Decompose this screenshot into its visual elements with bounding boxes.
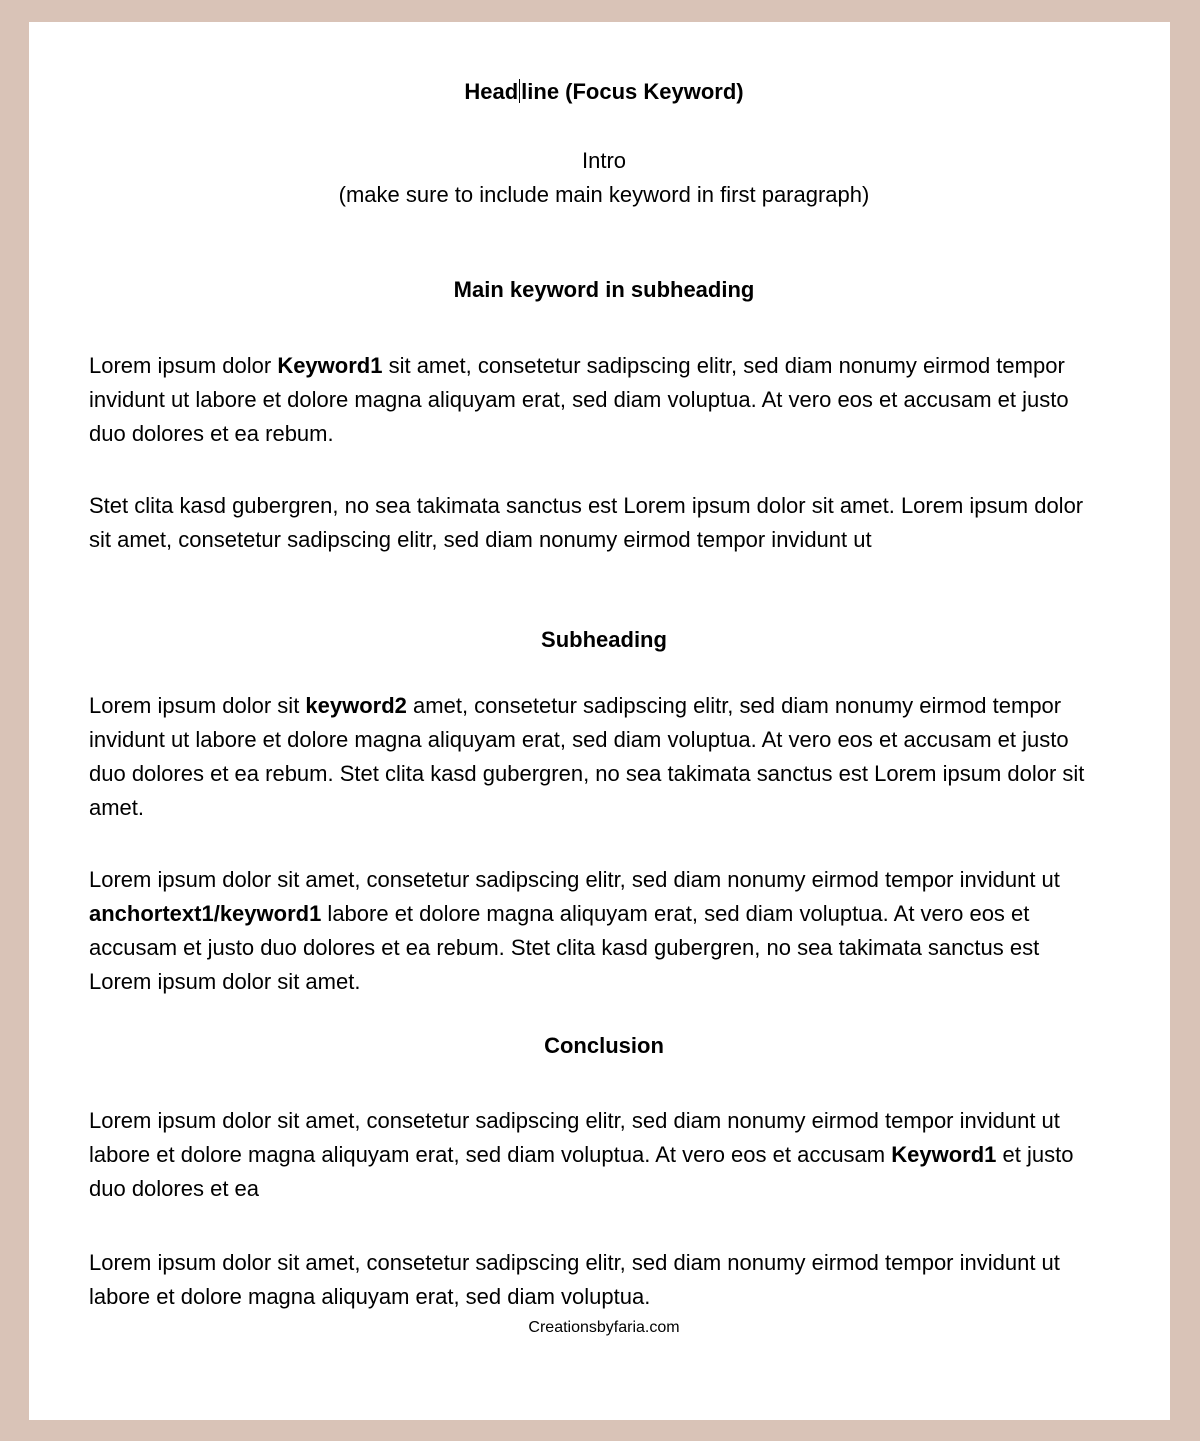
paragraph-2: Stet clita kasd gubergren, no sea takimata sanctus est Lorem ipsum dolor sit amet. Lorem ipsum dolor sit amet, consetetur sadipscing elitr, sed diam nonumy eirmod tempor invidunt ut bbox=[89, 493, 1084, 552]
paragraph-1 bbox=[89, 349, 1089, 451]
keyword-1-conclusion: Keyword1 bbox=[891, 1142, 997, 1167]
keyword-1: Keyword1 bbox=[277, 353, 383, 378]
subheading-conclusion: Conclusion bbox=[544, 1033, 664, 1058]
paragraph-5 bbox=[89, 1104, 1089, 1206]
keyword-2: keyword2 bbox=[305, 693, 407, 718]
paragraph-6: Lorem ipsum dolor sit amet, consetetur sadipscing elitr, sed diam nonumy eirmod tempor invidunt ut labore et dolore magna aliquyam erat, sed diam voluptua. bbox=[89, 1250, 1060, 1309]
paragraph-5-text-b: et justo duo dolores et ea bbox=[89, 1142, 1074, 1201]
footer-credit: Creationsbyfaria.com bbox=[528, 1319, 680, 1336]
paragraph-3-text-a: Lorem ipsum dolor sit bbox=[89, 693, 306, 718]
anchor-text-keyword: anchortext1/keyword1 bbox=[89, 901, 322, 926]
intro-title: Intro bbox=[581, 148, 627, 173]
subheading-main-keyword: Main keyword in subheading bbox=[453, 277, 755, 302]
text-cursor bbox=[519, 79, 520, 103]
document-sheet bbox=[29, 22, 1170, 1420]
paragraph-1-text-a: Lorem ipsum dolor bbox=[89, 353, 278, 378]
paragraph-5-text-a: Lorem ipsum dolor sit amet, consetetur sadipscing elitr, sed diam nonumy eirmod tempor invidunt ut labore et dolore magna aliquyam erat, sed diam voluptua. At vero eos et accusam bbox=[89, 1108, 1060, 1167]
headline[interactable] bbox=[89, 78, 1119, 106]
paragraph-4-text-b: labore et dolore magna aliquyam erat, sed diam voluptua. At vero eos et accusam et justo duo dolores et ea rebum. Stet clita kasd gubergren, no sea takimata sanctus est Lorem ipsum dolor sit amet. bbox=[89, 901, 1040, 994]
intro bbox=[89, 144, 1119, 212]
paragraph-3-text-b: amet, consetetur sadipscing elitr, sed diam nonumy eirmod tempor invidunt ut labore et dolore magna aliquyam erat, sed diam voluptua. At vero eos et accusam et justo duo dolores et ea rebum. Stet clita kasd gubergren, no sea takimata sanctus est Lorem ipsum dolor sit amet. bbox=[89, 693, 1085, 820]
intro-note: (make sure to include main keyword in first paragraph) bbox=[338, 182, 870, 207]
paragraph-4 bbox=[89, 863, 1089, 999]
headline-text-start: Head bbox=[464, 79, 519, 104]
paragraph-4-text-a: Lorem ipsum dolor sit amet, consetetur sadipscing elitr, sed diam nonumy eirmod tempor invidunt ut bbox=[89, 867, 1060, 892]
headline-text-end: line (Focus Keyword) bbox=[521, 79, 744, 104]
paragraph-1-text-b: sit amet, consetetur sadipscing elitr, sed diam nonumy eirmod tempor invidunt ut labore et dolore magna aliquyam erat, sed diam voluptua. At vero eos et accusam et justo duo dolores et ea rebum. bbox=[89, 353, 1069, 446]
subheading: Subheading bbox=[541, 627, 667, 652]
paragraph-3 bbox=[89, 689, 1089, 825]
